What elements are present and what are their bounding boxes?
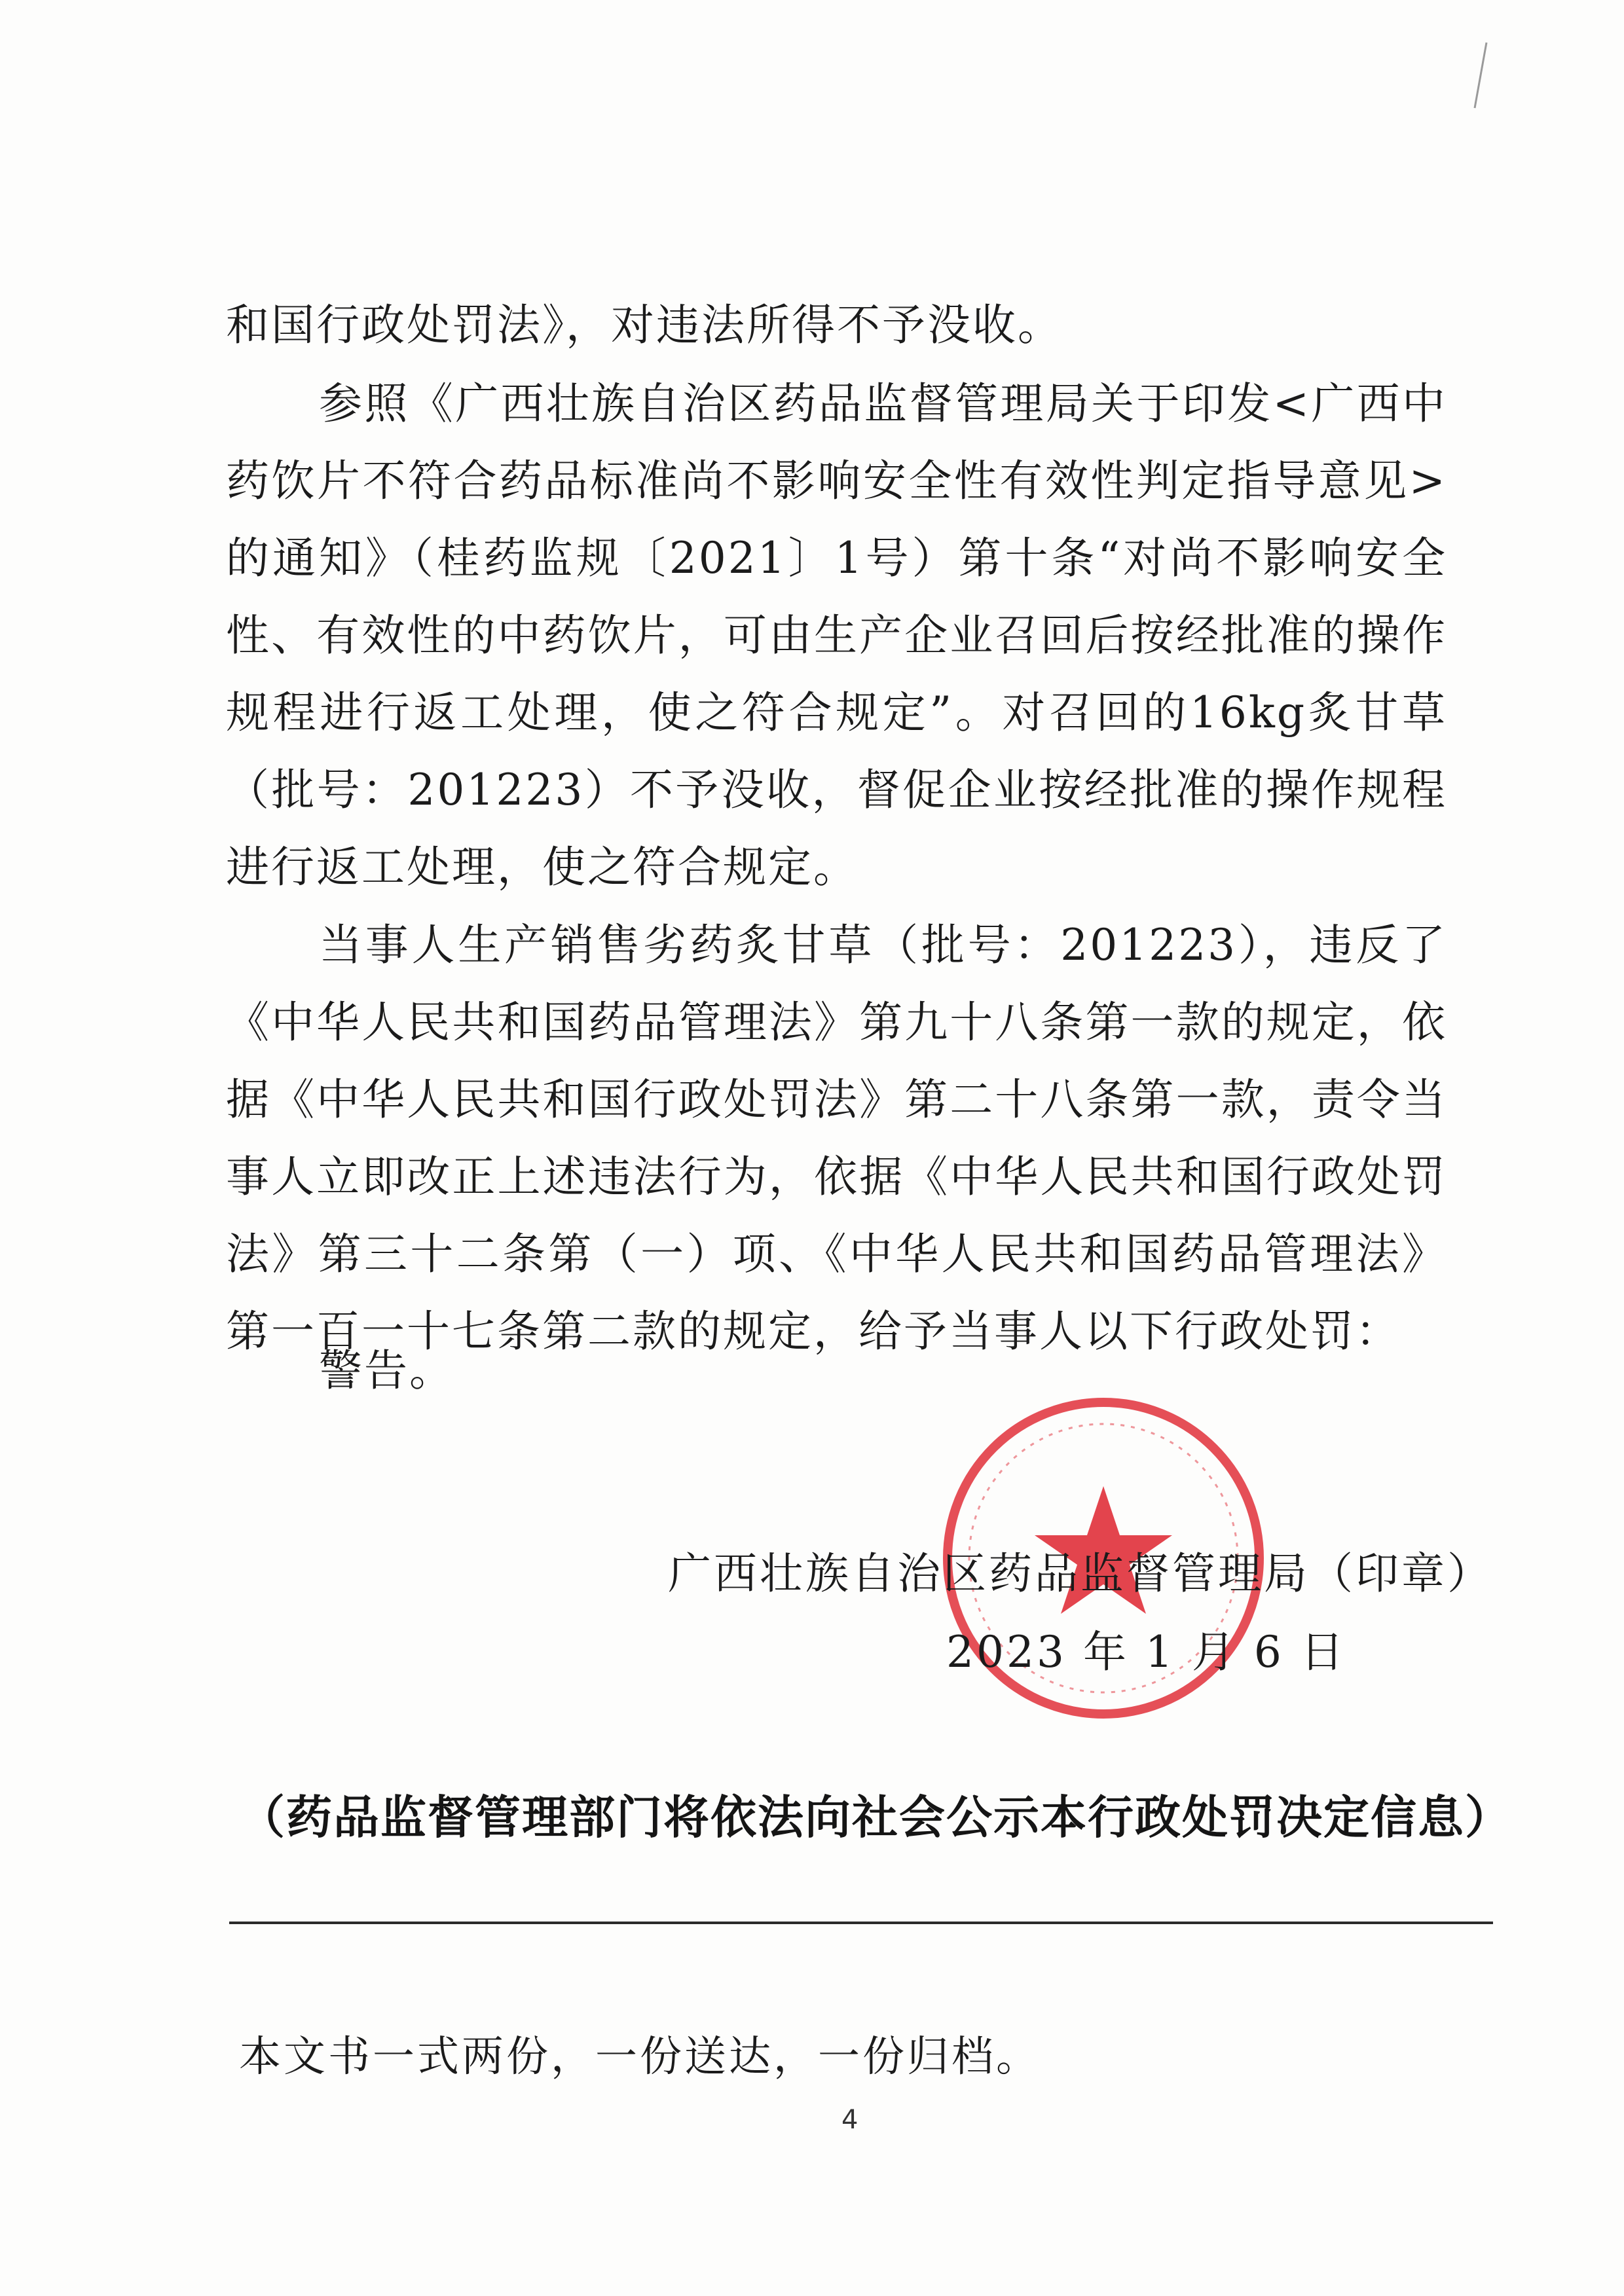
signature-date: 2023 年 1 月 6 日	[946, 1627, 1346, 1677]
copies-note: 本文书一式两份，一份送达，一份归档。	[239, 2033, 1041, 2081]
paragraph-decision: 当事人生产销售劣药炙甘草（批号：201223），违反了《中华人民共和国药品管理法》第九十八条第一款的规定，依据《中华人民共和国行政处罚法》第二十八条第一款，责令当事人立即改正上述违法行为，依据《中华人民共和国行政处罚法》第三十二条第（一）项、《中华人民共和国药品管理法》第一百一十七条第二款的规定，给予当事人以下行政处罚：	[226, 920, 1447, 1357]
paragraph-penalty: 警告。	[319, 1345, 454, 1396]
signature-organization: 广西壮族自治区药品监督管理局（印章）	[668, 1548, 1493, 1599]
scan-mark	[1467, 39, 1493, 111]
paragraph-continuation: 和国行政处罚法》，对违法所得不予没收。	[226, 300, 1063, 350]
public-notice: （药品监督管理部门将依法向社会公示本行政处罚决定信息）	[239, 1791, 1512, 1844]
divider-line	[229, 1922, 1493, 1924]
paragraph-reference: 参照《广西壮族自治区药品监督管理局关于印发<广西中药饮片不符合药品标准尚不影响安全性有效性判定指导意见>的通知》（桂药监规〔2021〕1号）第十条“对尚不影响安全性、有效性的中药饮片，可由生产企业召回后按经批准的操作规程进行返工处理，使之符合规定”。对召回的16kg炙甘草（批号：201223）不予没收，督促企业按经批准的操作规程进行返工处理，使之符合规定。	[226, 378, 1447, 892]
page-number: 4	[841, 2105, 858, 2135]
